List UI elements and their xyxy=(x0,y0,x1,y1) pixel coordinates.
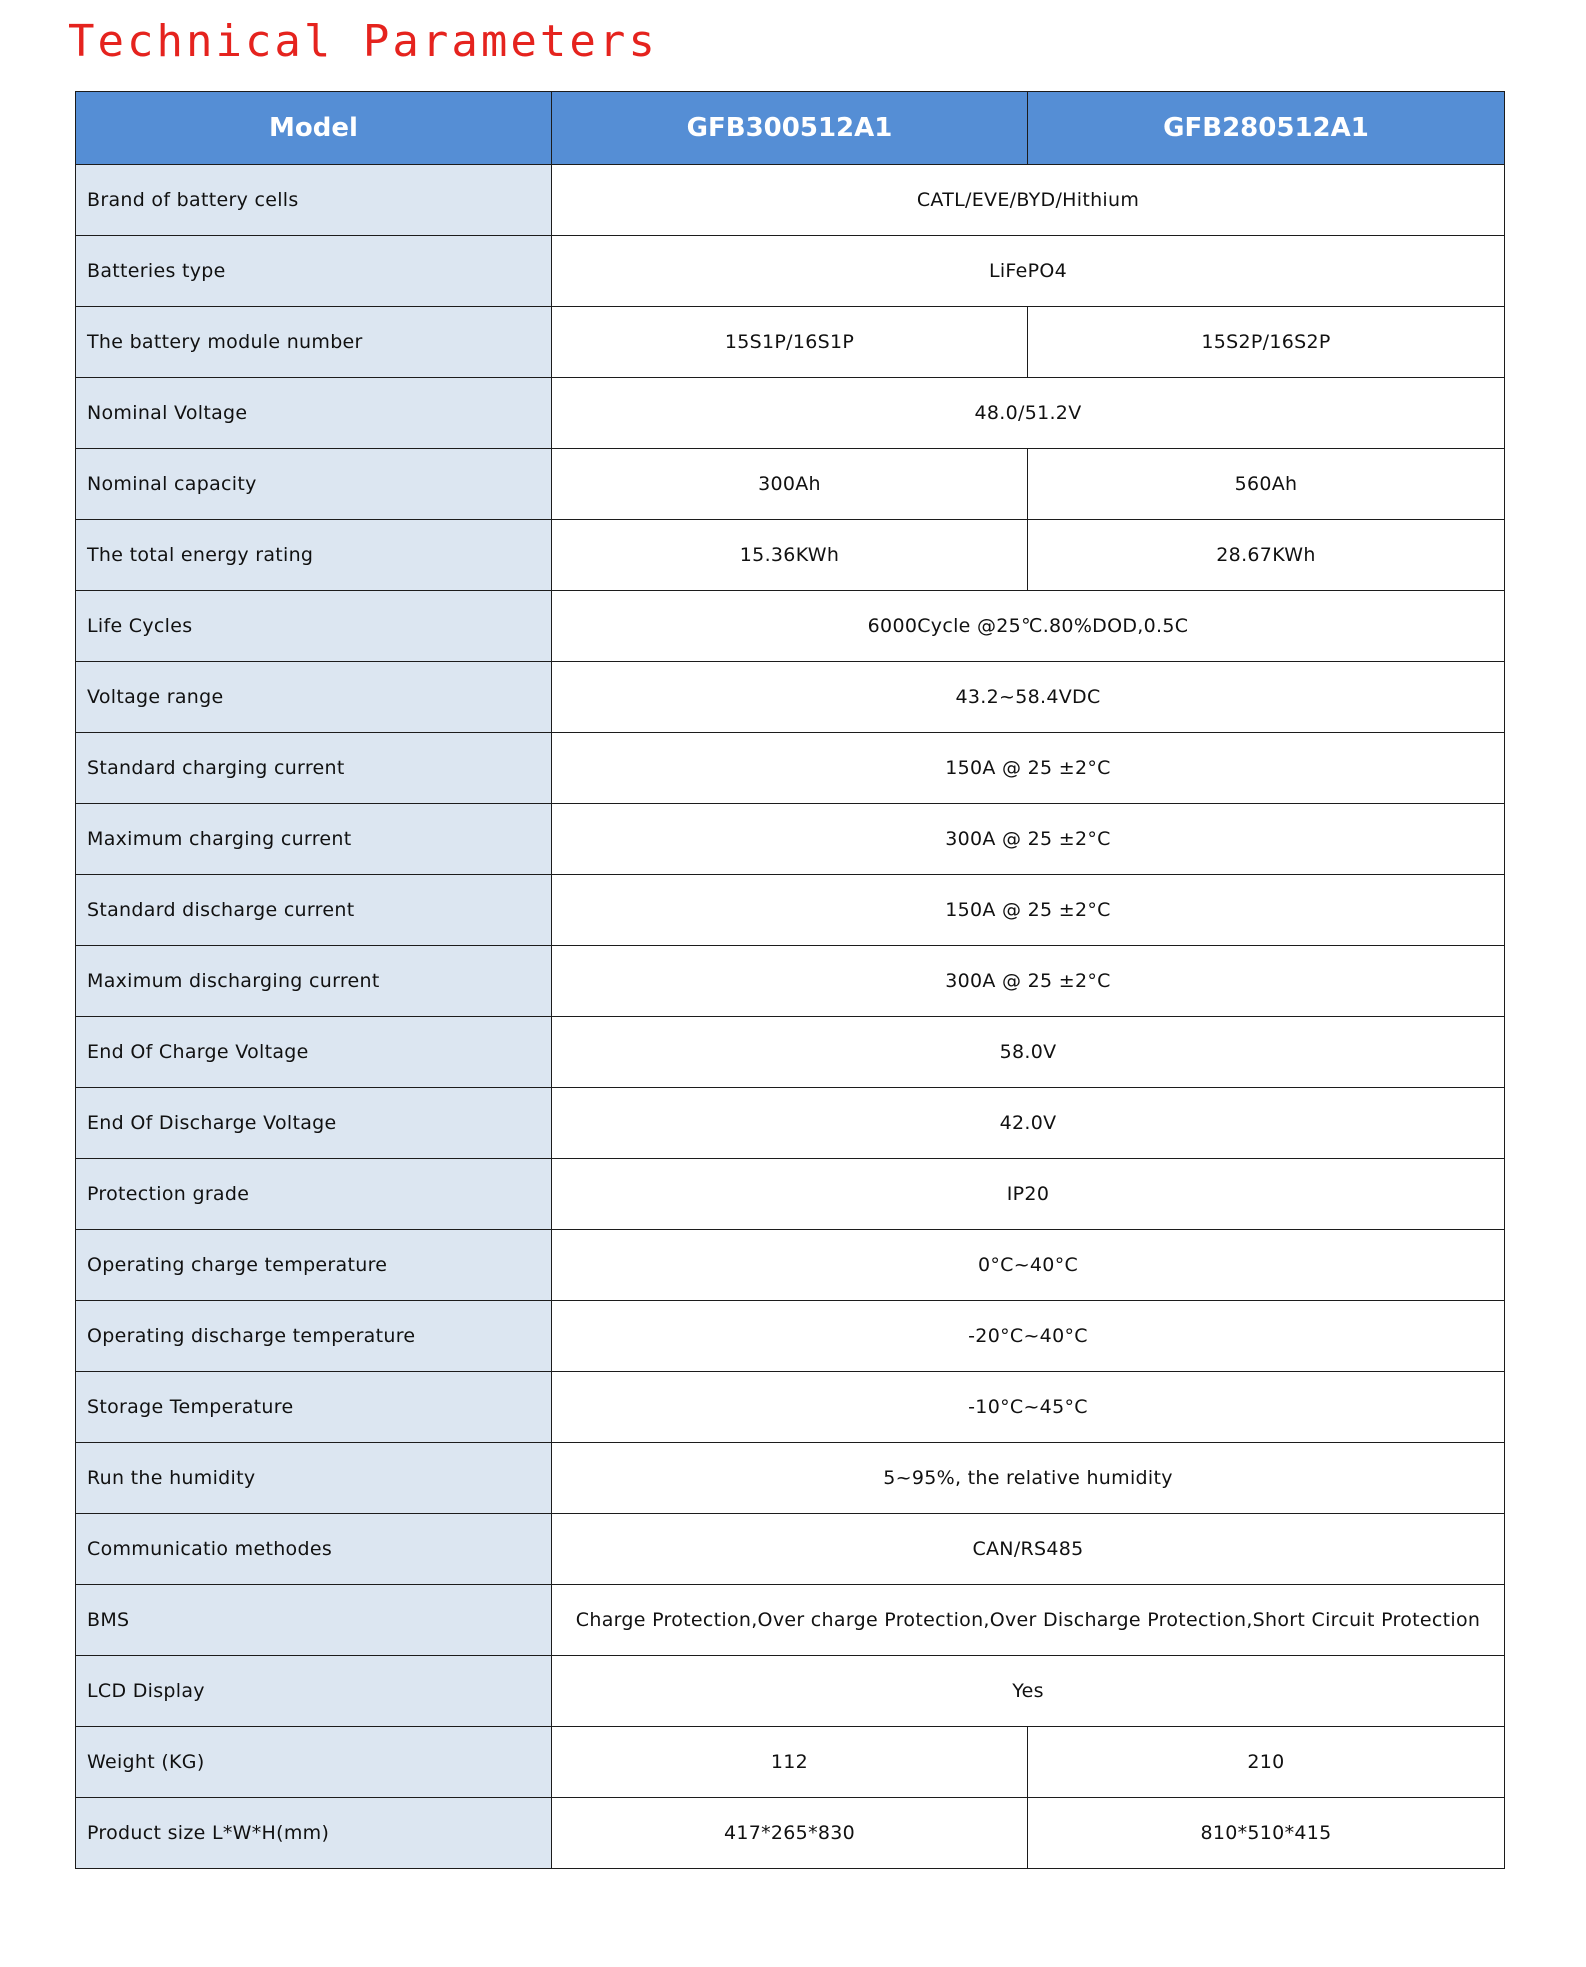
row-label: Product size L*W*H(mm) xyxy=(76,1798,552,1869)
table-row xyxy=(76,236,1505,307)
row-label: Operating discharge temperature xyxy=(76,1301,552,1372)
row-label: Nominal capacity xyxy=(76,449,552,520)
header-label-cell: Model xyxy=(76,92,552,165)
table-row xyxy=(76,1514,1505,1585)
table-row xyxy=(76,1798,1505,1869)
row-label: Maximum charging current xyxy=(76,804,552,875)
row-label: Maximum discharging current xyxy=(76,946,552,1017)
table-row xyxy=(76,449,1505,520)
row-label: Weight (KG) xyxy=(76,1727,552,1798)
header-model-cell: GFB280512A1 xyxy=(1028,92,1505,165)
row-label: Run the humidity xyxy=(76,1443,552,1514)
row-value: 15S2P/16S2P xyxy=(1028,307,1505,378)
table-row xyxy=(76,307,1505,378)
row-value: 15S1P/16S1P xyxy=(552,307,1028,378)
row-value: 417*265*830 xyxy=(552,1798,1028,1869)
row-value: Yes xyxy=(552,1656,1505,1727)
row-label: Brand of battery cells xyxy=(76,165,552,236)
header-model-cell: GFB300512A1 xyxy=(552,92,1028,165)
row-label: Nominal Voltage xyxy=(76,378,552,449)
table-row xyxy=(76,591,1505,662)
table-body xyxy=(76,165,1505,1869)
row-value: CAN/RS485 xyxy=(552,1514,1505,1585)
table-row xyxy=(76,733,1505,804)
row-label: LCD Display xyxy=(76,1656,552,1727)
row-value: Charge Protection,Over charge Protection,Over Discharge Protection,Short Circuit Protection xyxy=(552,1585,1505,1656)
table-row xyxy=(76,1585,1505,1656)
row-value: 43.2~58.4VDC xyxy=(552,662,1505,733)
row-value: 300Ah xyxy=(552,449,1028,520)
row-value: 210 xyxy=(1028,1727,1505,1798)
row-label: Storage Temperature xyxy=(76,1372,552,1443)
row-value: IP20 xyxy=(552,1159,1505,1230)
row-value: 15.36KWh xyxy=(552,520,1028,591)
table-row xyxy=(76,662,1505,733)
row-value: -20°C~40°C xyxy=(552,1301,1505,1372)
row-value: 300A @ 25 ±2°C xyxy=(552,946,1505,1017)
row-value: LiFePO4 xyxy=(552,236,1505,307)
row-value: 150A @ 25 ±2°C xyxy=(552,733,1505,804)
row-label: End Of Charge Voltage xyxy=(76,1017,552,1088)
row-label: Standard discharge current xyxy=(76,875,552,946)
table-row xyxy=(76,165,1505,236)
row-label: The total energy rating xyxy=(76,520,552,591)
table-row xyxy=(76,1443,1505,1514)
table-row xyxy=(76,1301,1505,1372)
row-value: 112 xyxy=(552,1727,1028,1798)
row-value: 560Ah xyxy=(1028,449,1505,520)
row-value: 28.67KWh xyxy=(1028,520,1505,591)
table-row xyxy=(76,1656,1505,1727)
row-label: Voltage range xyxy=(76,662,552,733)
table-row xyxy=(76,1727,1505,1798)
row-value: -10°C~45°C xyxy=(552,1372,1505,1443)
row-value: 42.0V xyxy=(552,1088,1505,1159)
row-label: Communicatio methodes xyxy=(76,1514,552,1585)
row-label: Life Cycles xyxy=(76,591,552,662)
table-row xyxy=(76,1017,1505,1088)
row-value: 150A @ 25 ±2°C xyxy=(552,875,1505,946)
row-value: 58.0V xyxy=(552,1017,1505,1088)
row-value: CATL/EVE/BYD/Hithium xyxy=(552,165,1505,236)
row-value: 300A @ 25 ±2°C xyxy=(552,804,1505,875)
table-row xyxy=(76,804,1505,875)
table-row xyxy=(76,378,1505,449)
header-row xyxy=(76,92,1505,165)
row-label: Standard charging current xyxy=(76,733,552,804)
row-value: 6000Cycle @25℃.80%DOD,0.5C xyxy=(552,591,1505,662)
table-row xyxy=(76,1159,1505,1230)
row-label: Protection grade xyxy=(76,1159,552,1230)
page-title: Technical Parameters xyxy=(68,16,658,67)
table-header xyxy=(76,92,1505,165)
table-row xyxy=(76,1372,1505,1443)
table-row xyxy=(76,946,1505,1017)
row-value: 48.0/51.2V xyxy=(552,378,1505,449)
spec-table xyxy=(75,91,1505,1869)
table-row xyxy=(76,1230,1505,1301)
row-label: Operating charge temperature xyxy=(76,1230,552,1301)
row-label: The battery module number xyxy=(76,307,552,378)
row-value: 5~95%, the relative humidity xyxy=(552,1443,1505,1514)
row-label: Batteries type xyxy=(76,236,552,307)
row-label: BMS xyxy=(76,1585,552,1656)
table-row xyxy=(76,520,1505,591)
row-label: End Of Discharge Voltage xyxy=(76,1088,552,1159)
table-row xyxy=(76,1088,1505,1159)
table-row xyxy=(76,875,1505,946)
row-value: 0°C~40°C xyxy=(552,1230,1505,1301)
row-value: 810*510*415 xyxy=(1028,1798,1505,1869)
